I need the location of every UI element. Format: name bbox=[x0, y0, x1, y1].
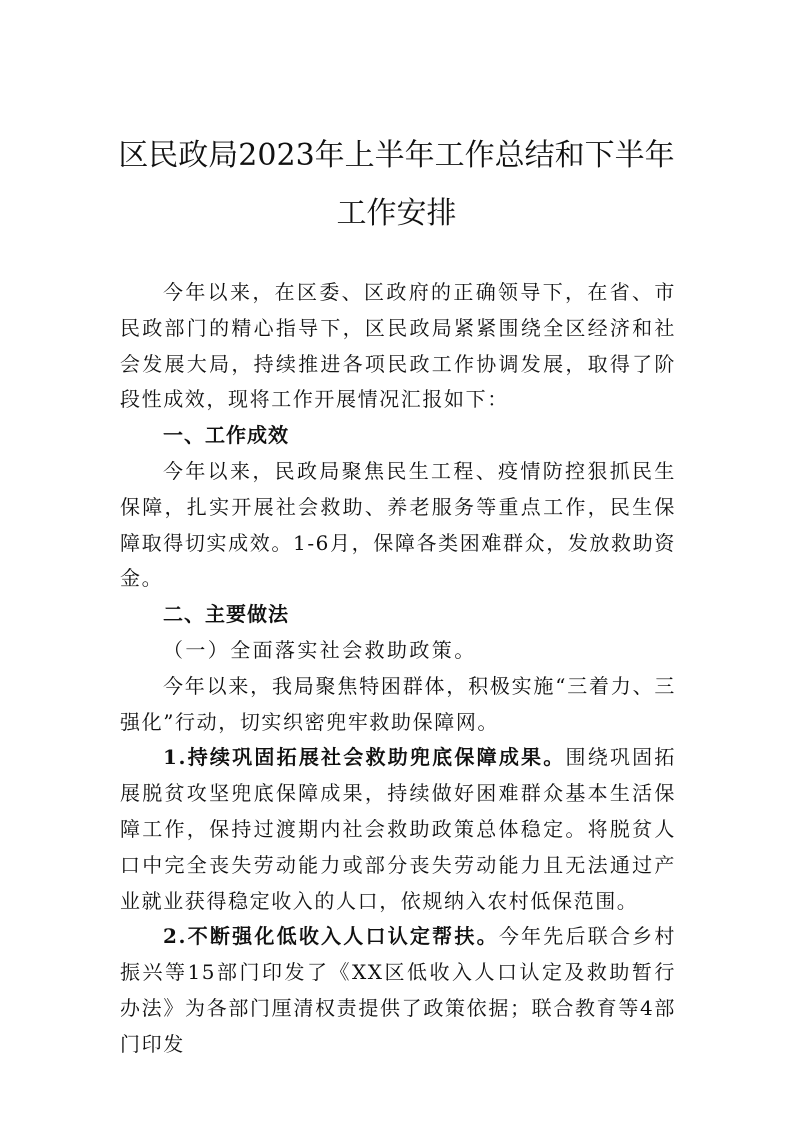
item-2-paragraph bbox=[120, 919, 676, 1062]
section-heading-achievements: 一、工作成效 bbox=[163, 423, 289, 448]
item-2-lead: 2.不断强化低收入人口认定帮扶。 bbox=[163, 924, 499, 949]
item-1-paragraph bbox=[120, 740, 676, 919]
intro-paragraph: 今年以来，在区委、区政府的正确领导下，在省、市民政部门的精心指导下，区民政局紧紧围绕全区经济和社会发展大局，持续推进各项民政工作协调发展，取得了阶段性成效，现将工作开展情况汇报如下： bbox=[120, 280, 676, 412]
social-assistance-paragraph: 今年以来，我局聚焦特困群体，积极实施“三着力、三强化”行动，切实织密兜牢救助保障网。 bbox=[120, 673, 676, 734]
document-body bbox=[120, 275, 676, 1063]
item-2-body: 今年先后联合乡村振兴等15部门印发了《XX区低收入人口认定及救助暂行办法》为各部门厘清权责提供了政策依据；联合教育等4部门印发 bbox=[120, 924, 676, 1056]
item-1-body: 围绕巩固拓展脱贫攻坚兜底保障成果，持续做好困难群众基本生活保障工作，保持过渡期内社会救助政策总体稳定。将脱贫人口中完全丧失劳动能力或部分丧失劳动能力且无法通过产业就业获得稳定收入的人口，依规纳入农村低保范围。 bbox=[120, 745, 677, 913]
document-title-line-1: 区民政局2023年上半年工作总结和下半年 bbox=[118, 138, 675, 173]
achievements-paragraph: 今年以来，民政局聚焦民生工程、疫情防控狠抓民生保障，扎实开展社会救助、养老服务等重点工作，民生保障取得切实成效。1-6月，保障各类困难群众，发放救助资金。 bbox=[120, 458, 676, 591]
item-1-lead: 1.持续巩固拓展社会救助兜底保障成果。 bbox=[163, 745, 566, 770]
document-title-line-2: 工作安排 bbox=[336, 196, 457, 231]
subsection-heading-social-assistance: （一）全面落实社会救助政策。 bbox=[163, 637, 477, 662]
section-heading-methods: 二、主要做法 bbox=[163, 602, 289, 627]
